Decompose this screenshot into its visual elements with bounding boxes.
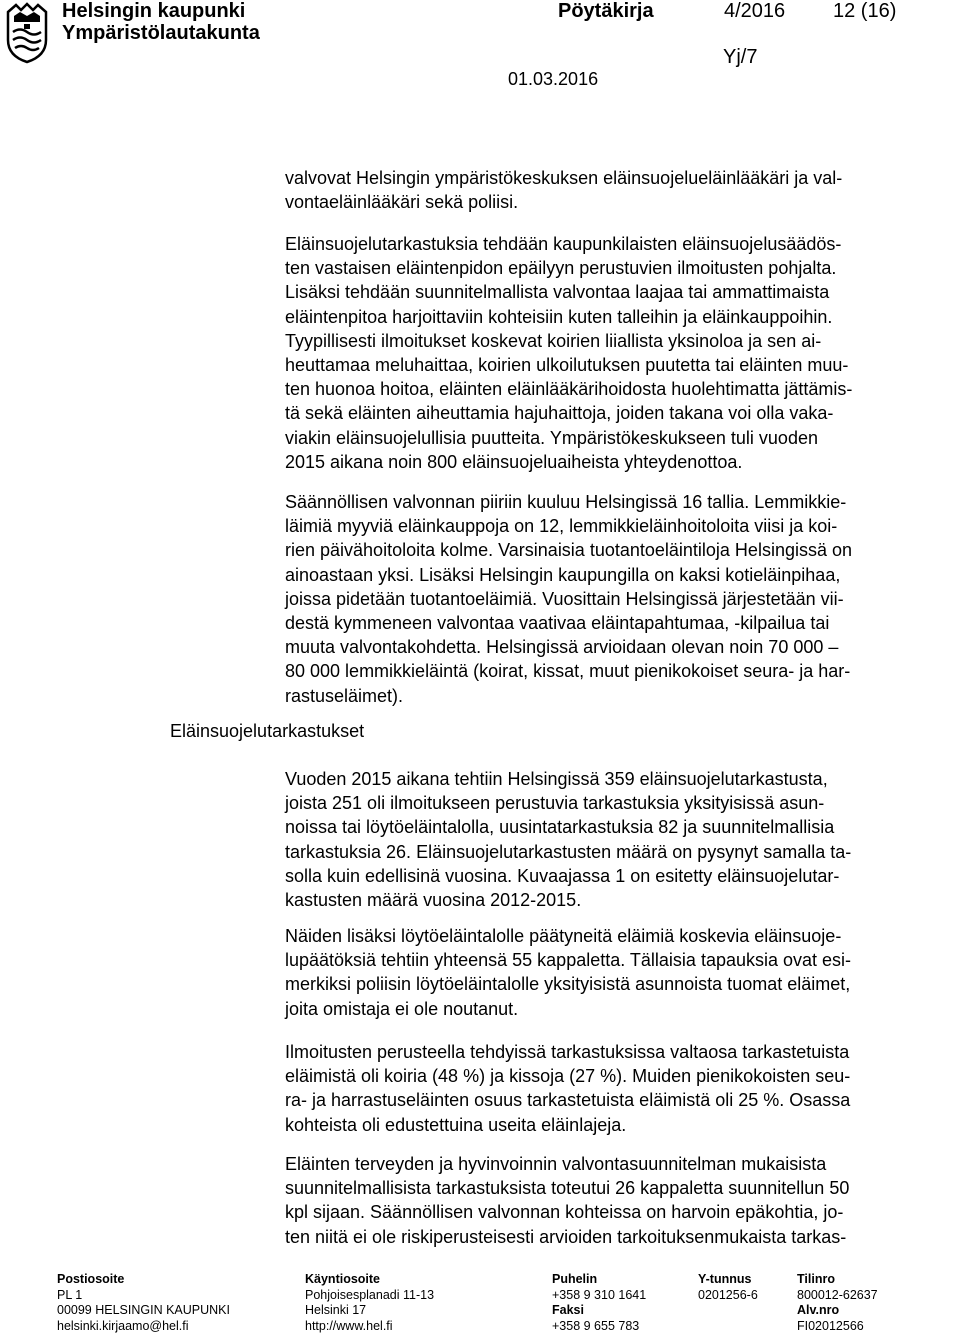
paragraph-line: läimiä myyviä eläinkauppoja on 12, lemmikkieläinhoitoloita viisi ja koi- [285, 516, 838, 537]
footer-line: 800012-62637 [797, 1287, 878, 1302]
paragraph [285, 767, 945, 912]
side-heading: Eläinsuojelutarkastukset [170, 721, 365, 741]
paragraph-line: destä kymmeneen valvontaa vaativaa eläintapahtumaa, -kilpailua tai [285, 613, 830, 634]
paragraph-line: Ilmoitusten perusteella tehdyissä tarkastuksissa valtaosa tarkastetuista [285, 1042, 850, 1062]
paragraph-line: eläimistä oli koiria (48 %) ja kissoja (27 %). Muiden pienikokoisten seu- [285, 1066, 851, 1087]
paragraph-line: Eläinsuojelutarkastuksia tehdään kaupunkilaisten eläinsuojelusäädös- [285, 234, 842, 254]
paragraph-line: kastusten määrä vuosina 2012-2015. [285, 890, 582, 911]
paragraph-line: ten vastaisen eläintenpidon epäilyyn perustuvien ilmoitusten pohjalta. [285, 258, 837, 279]
section-code: Yj/7 [723, 46, 758, 68]
footer-heading: Puhelin [552, 1272, 598, 1286]
footer-line: 0201256-6 [698, 1287, 758, 1302]
paragraph-line: Lisäksi tehdään suunnitelmallista valvontaa laajaa tai ammattimaista [285, 282, 830, 303]
paragraph [285, 490, 945, 708]
document-number: 4/2016 [724, 0, 786, 22]
paragraph-line: Eläinten terveyden ja hyvinvoinnin valvontasuunnitelman mukaisista [285, 1154, 827, 1174]
footer-line: +358 9 655 783 [552, 1318, 640, 1333]
paragraph-line: tarkastuksia 26. Eläinsuojelutarkastusten määrä on pysynyt samalla ta- [285, 841, 852, 862]
paragraph-line: kohteista oli edustettuina useita eläinlajeja. [285, 1114, 627, 1135]
paragraph-line: joista 251 oli ilmoitukseen perustuvia tarkastuksia yksityisissä asun- [285, 793, 825, 814]
paragraph-line: rien päivähoitoloita kolme. Varsinaisia tuotantoeläintiloja Helsingissä on [285, 540, 852, 561]
footer-heading: Käyntiosoite [305, 1272, 381, 1286]
paragraph-line: joita omistaja ei ole noutanut. [285, 998, 519, 1019]
footer-heading: Tilinro [797, 1272, 835, 1286]
meeting-date: 01.03.2016 [508, 69, 599, 89]
paragraph-line: noissa tai löytöeläintalolla, uusintatarkastuksia 82 ja suunnitelmallisia [285, 817, 835, 838]
paragraph-line: Vuoden 2015 aikana tehtiin Helsingissä 359 eläinsuojelutarkastusta, [285, 769, 828, 789]
paragraph-line: ten niitä ei ole riskiperusteisesti arvioiden tarkoituksenmukaista tarkas- [285, 1226, 847, 1247]
footer-phone [552, 1272, 646, 1334]
paragraph [285, 166, 945, 214]
footer-line: +358 9 310 1641 [552, 1287, 647, 1302]
footer-line: FI02012566 [797, 1318, 864, 1333]
footer-heading: Alv.nro [797, 1303, 840, 1317]
document-type: Pöytäkirja [558, 0, 654, 22]
paragraph [285, 924, 945, 1021]
paragraph-line: lupäätöksiä tehtiin yhteensä 55 kappaletta. Tällaisia tapauksia ovat esi- [285, 950, 852, 971]
footer-website: http://www.hel.fi [305, 1318, 393, 1333]
paragraph-line: 80 000 lemmikkieläintä (koirat, kissat, muut pienikokoiset seura- ja har- [285, 661, 851, 682]
committee-name: Ympäristölautakunta [62, 22, 260, 44]
footer-business-id [698, 1272, 758, 1303]
paragraph [285, 1040, 945, 1137]
paragraph-line: rastuseläimet). [285, 685, 404, 706]
paragraph-line: Tyypillisesti ilmoitukset koskevat koirien liiallista yksinoloa ja sen ai- [285, 330, 822, 351]
paragraph-line: suunnitelmallisista tarkastuksista toteutui 26 kappaletta suunnitellun 50 [285, 1178, 850, 1199]
footer-heading: Postiosoite [57, 1272, 125, 1286]
paragraph-line: ra- ja harrastuseläinten osuus tarkastetuista eläimistä oli 25 %. Osassa [285, 1090, 851, 1111]
paragraph-line: ainoastaan yksi. Lisäksi Helsingin kaupungilla on kaksi kotieläinpihaa, [285, 564, 841, 585]
paragraph-line: joissa pidetään tuotantoeläimiä. Vuosittain Helsingissä järjestetään vii- [285, 588, 844, 609]
paragraph-line: valvovat Helsingin ympäristökeskuksen eläinsuojelueläinlääkäri ja val- [285, 168, 843, 188]
page-number: 12 (16) [833, 0, 897, 22]
paragraph-line: heuttamaa meluhaittaa, koirien ulkoilutuksen puutetta tai eläinten muu- [285, 355, 849, 376]
paragraph-line: eläintenpitoa harjoittaviin kohteisiin kuten talleihin ja eläinkauppoihin. [285, 306, 833, 327]
paragraph-line: viakin eläinsuojelullisia puutteita. Ympäristökeskukseen tuli vuoden [285, 427, 818, 448]
footer-visiting-address [305, 1272, 434, 1334]
paragraph [285, 232, 945, 474]
paragraph-line: 2015 aikana noin 800 eläinsuojeluaiheista yhteydenottoa. [285, 451, 743, 472]
footer-line: Helsinki 17 [305, 1303, 367, 1317]
paragraph-line: tä sekä eläinten aiheuttamia hajuhaittoja, joiden takana voi olla vaka- [285, 403, 834, 424]
footer-line: 00099 HELSINGIN KAUPUNKI [57, 1303, 230, 1317]
footer-line: Pohjoisesplanadi 11-13 [305, 1287, 435, 1302]
footer-heading: Faksi [552, 1303, 584, 1317]
paragraph-line: merkiksi poliisin löytöeläintalolle yksityisistä asunnoista tuomat eläimet, [285, 974, 851, 995]
footer-postal-address [57, 1272, 230, 1334]
organization-name: Helsingin kaupunki [62, 0, 246, 22]
paragraph-line: kpl sijaan. Säännöllisen valvonnan kohteissa on harvoin epäkohtia, jo- [285, 1202, 844, 1223]
paragraph [285, 1152, 945, 1249]
paragraph-line: ten huonoa hoitoa, eläinten eläinlääkärihoidosta huolehtimatta jättämis- [285, 379, 853, 400]
footer-line: PL 1 [57, 1287, 83, 1302]
footer-account [797, 1272, 878, 1334]
paragraph-line: solla kuin edellisinä vuosina. Kuvaajassa 1 on esitetty eläinsuojelutar- [285, 865, 840, 886]
paragraph-line: Säännöllisen valvonnan piiriin kuuluu Helsingissä 16 tallia. Lemmikkie- [285, 492, 847, 512]
paragraph-line: Näiden lisäksi löytöeläintalolle päätyneitä eläimiä koskevia eläinsuoje- [285, 926, 842, 946]
paragraph-line: muuta valvontakohdetta. Helsingissä arvioidaan olevan noin 70 000 – [285, 637, 839, 658]
footer-email: helsinki.kirjaamo@hel.fi [57, 1318, 189, 1333]
helsinki-crest-logo [4, 2, 50, 64]
paragraph-line: vontaeläinlääkäri sekä poliisi. [285, 192, 519, 213]
footer-heading: Y-tunnus [698, 1272, 752, 1286]
